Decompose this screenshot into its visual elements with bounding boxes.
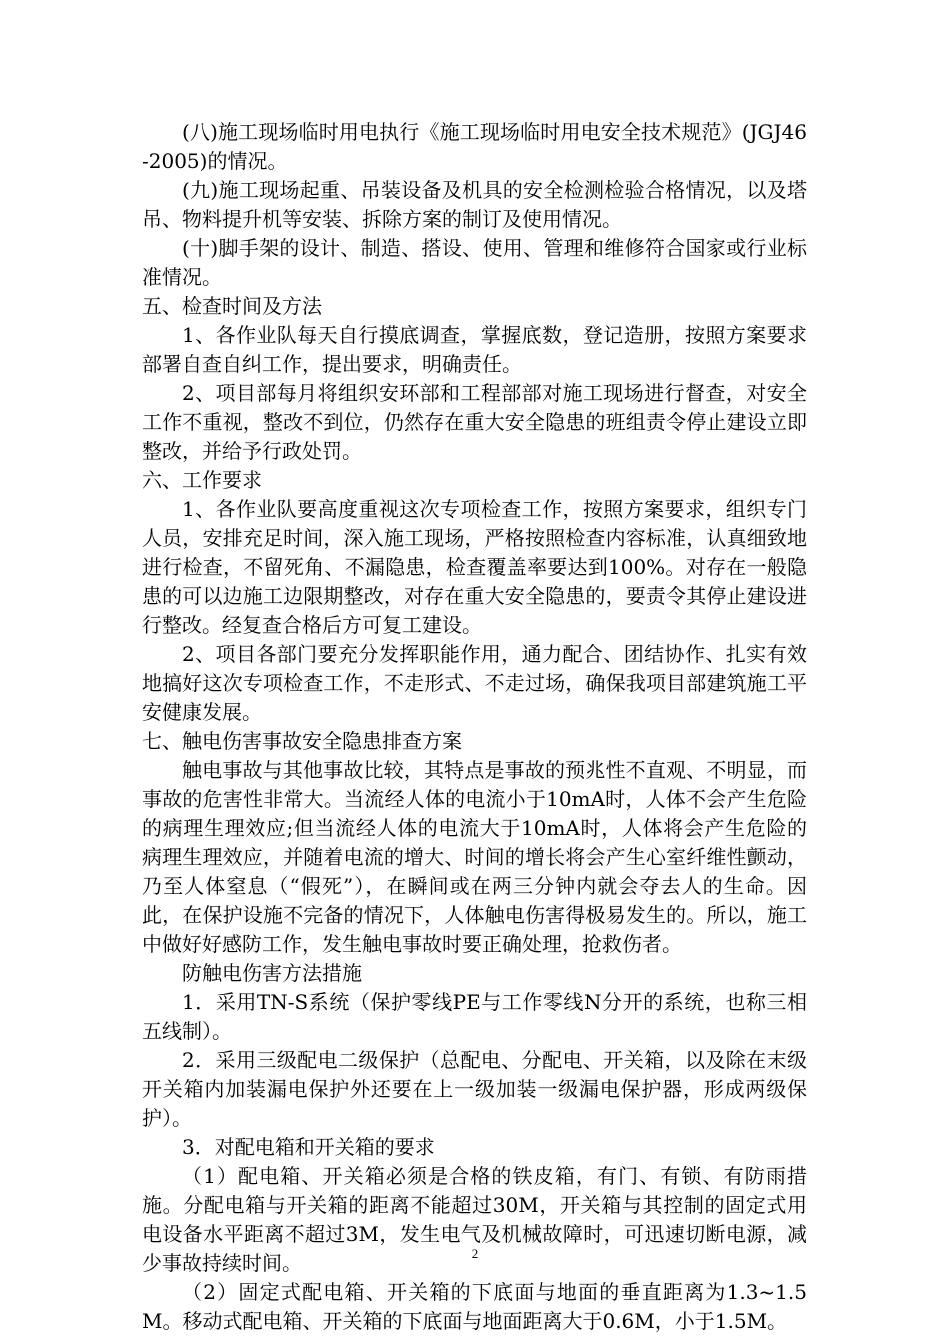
section-heading-7: 七、触电伤害事故安全隐患排查方案 — [142, 729, 462, 753]
paragraph-measure-3-2: （2）固定式配电箱、开关箱的下底面与地面的垂直距离为1.3~1.5M。移动式配电箱、开关箱的下底面与地面距离大于0.6M，小于1.5M。 — [142, 1280, 807, 1333]
paragraph-measure-3: 3．对配电箱和开关箱的要求 — [182, 1135, 435, 1159]
page-number: 2 — [471, 1246, 479, 1261]
paragraph-7-intro: 触电事故与其他事故比较，其特点是事故的预兆性不直观、不明显，而事故的危害性非常大。当流经人体的电流小于10mA时，人体不会产生危险的病理生理效应;但当流经人体的电流大于10mA时，人体将会产生危险的病理生理效应，并随着电流的增大、时间的增长将会产生心室纤维性颤动，乃至人体窒息（“假死”），在瞬间或在两三分钟内就会夺去人的生命。因此，在保护设施不完备的情况下，人体触电伤害得极易发生的。所以，施工中做好好感防工作，发生触电事故时要正确处理，抢救伤者。 — [142, 758, 807, 956]
paragraph-5-2: 2、项目部每月将组织安环部和工程部部对施工现场进行督查，对安全工作不重视，整改不到位，仍然存在重大安全隐患的班组责令停止建设立即整改，并给予行政处罚。 — [142, 381, 807, 463]
paragraph-measure-1: 1．采用TN-S系统（保护零线PE与工作零线N分开的系统，也称三相五线制）。 — [142, 990, 807, 1043]
paragraph-measure-3-1: （1）配电箱、开关箱必须是合格的铁皮箱，有门、有锁、有防雨措施。分配电箱与开关箱的距离不能超过30M，开关箱与其控制的固定式用电设备水平距离不超过3M，发生电气及机械故障时，可迅速切断电源，减少事故持续时间。 — [142, 1164, 807, 1275]
document-body — [142, 118, 807, 1336]
section-heading-5: 五、检查时间及方法 — [142, 294, 322, 318]
paragraph-item-10: (十)脚手架的设计、制造、搭设、使用、管理和维修符合国家或行业标准情况。 — [142, 236, 807, 289]
paragraph-5-1: 1、各作业队每天自行摸底调查，掌握底数，登记造册，按照方案要求部署自查自纠工作，提出要求，明确责任。 — [142, 323, 807, 376]
paragraph-measure-2: 2．采用三级配电二级保护（总配电、分配电、开关箱，以及除在末级开关箱内加装漏电保护外还要在上一级加装一级漏电保护器，形成两级保护）。 — [142, 1048, 807, 1130]
paragraph-6-2: 2、项目各部门要充分发挥职能作用，通力配合、团结协作、扎实有效地搞好这次专项检查工作，不走形式、不走过场，确保我项目部建筑施工平安健康发展。 — [142, 642, 807, 724]
paragraph-6-1: 1、各作业队要高度重视这次专项检查工作，按照方案要求，组织专门人员，安排充足时间，深入施工现场，严格按照检查内容标准，认真细致地进行检查，不留死角、不漏隐患，检查覆盖率要达到100%。对存在一般隐患的可以边施工边限期整改，对存在重大安全隐患的，要责令其停止建设进行整改。经复查合格后方可复工建设。 — [142, 497, 807, 637]
section-heading-6: 六、工作要求 — [142, 468, 262, 492]
paragraph-item-9: (九)施工现场起重、吊装设备及机具的安全检测检验合格情况，以及塔吊、物料提升机等安装、拆除方案的制订及使用情况。 — [142, 178, 807, 231]
subheading-measures: 防触电伤害方法措施 — [182, 961, 362, 985]
paragraph-item-8: (八)施工现场临时用电执行《施工现场临时用电安全技术规范》(JGJ46-2005)的情况。 — [142, 120, 807, 173]
